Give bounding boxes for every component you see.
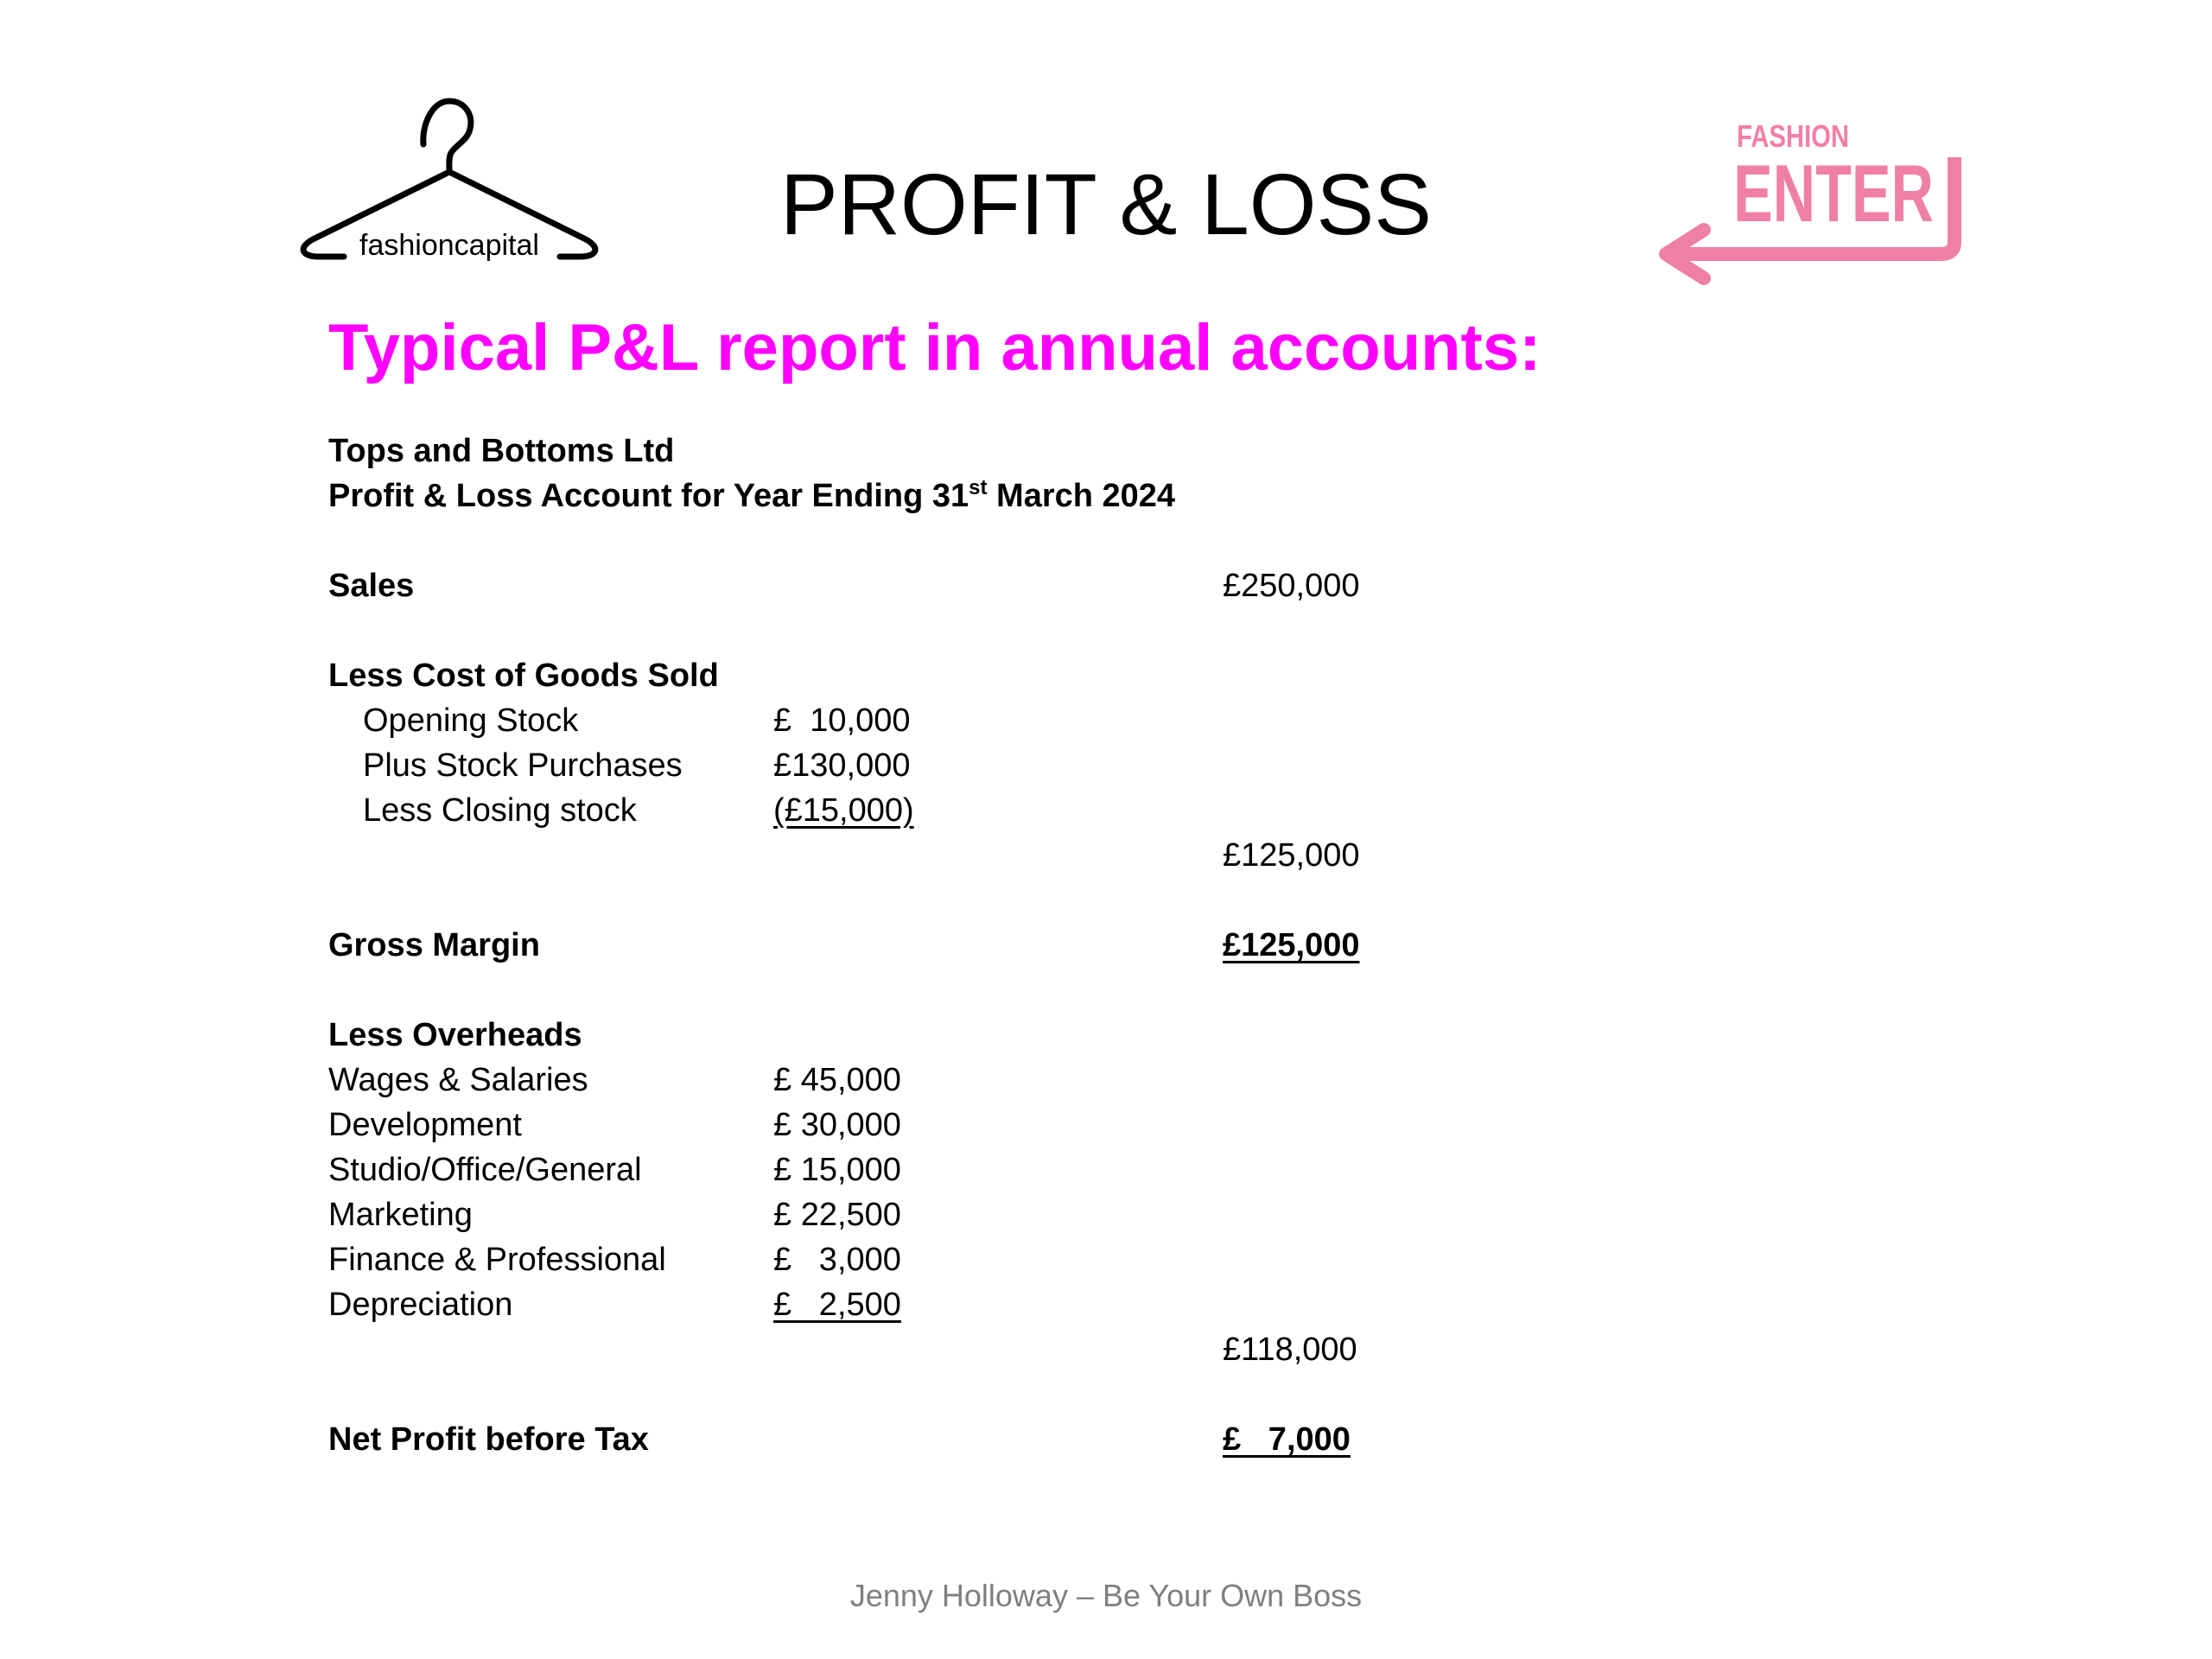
table-row xyxy=(328,788,1452,833)
line-item-label: Marketing xyxy=(328,1197,473,1233)
overheads-total: £118,000 xyxy=(1223,1332,1357,1368)
line-item-label: Plus Stock Purchases xyxy=(363,747,683,784)
statement-period xyxy=(328,474,1175,518)
line-item-amount: (£15,000) xyxy=(773,792,914,829)
line-item-label: Opening Stock xyxy=(363,702,579,739)
table-row xyxy=(328,743,1452,788)
period-prefix: Profit & Loss Account for Year Ending 31 xyxy=(328,478,969,514)
slide-subtitle: Typical P&L report in annual accounts: xyxy=(328,311,1541,385)
line-item-label: Development xyxy=(328,1107,522,1143)
gross-margin-label: Gross Margin xyxy=(328,927,540,963)
sales-label: Sales xyxy=(328,568,415,604)
line-item-amount: £ 15,000 xyxy=(773,1152,901,1188)
line-item-amount: £ 30,000 xyxy=(773,1107,901,1143)
logo-right-main: ENTER xyxy=(1733,148,1934,238)
line-item-label: Wages & Salaries xyxy=(328,1062,588,1098)
cogs-heading: Less Cost of Goods Sold xyxy=(328,658,719,694)
net-profit-total: £ 7,000 xyxy=(1223,1421,1351,1458)
line-item-amount: £ 10,000 xyxy=(773,702,911,739)
page-title: PROFIT & LOSS xyxy=(780,156,1432,253)
line-item-amount: £ 2,500 xyxy=(773,1287,901,1323)
cogs-total: £125,000 xyxy=(1223,837,1360,874)
table-row xyxy=(328,698,1452,743)
period-suffix: March 2024 xyxy=(987,478,1176,514)
line-item-label: Less Closing stock xyxy=(363,792,637,829)
logo-right-top: FASHION xyxy=(1737,118,1849,154)
line-item-label: Finance & Professional xyxy=(328,1242,666,1278)
overheads-heading-row xyxy=(328,1013,1452,1058)
fashion-enter-logo xyxy=(1650,112,1979,285)
line-item-amount: £ 45,000 xyxy=(773,1062,901,1098)
table-row xyxy=(328,1282,1452,1327)
sales-total: £250,000 xyxy=(1223,568,1360,604)
line-item-amount: £ 3,000 xyxy=(773,1242,901,1278)
slide-footer: Jenny Holloway – Be Your Own Boss xyxy=(849,1578,1363,1613)
table-row xyxy=(328,1147,1452,1192)
cogs-total-row xyxy=(328,833,1452,878)
gross-margin-row xyxy=(328,923,1452,968)
cogs-heading-row xyxy=(328,653,1452,698)
sales-row xyxy=(328,563,1452,608)
line-item-amount: £130,000 xyxy=(773,747,911,784)
net-profit-row xyxy=(328,1417,1452,1462)
line-item-label: Studio/Office/General xyxy=(328,1152,642,1188)
company-name: Tops and Bottoms Ltd xyxy=(328,433,675,469)
table-row xyxy=(328,1058,1452,1103)
gross-margin-total: £125,000 xyxy=(1223,927,1360,963)
overheads-total-row xyxy=(328,1327,1452,1372)
line-item-amount: £ 22,500 xyxy=(773,1197,901,1233)
table-row xyxy=(328,1237,1452,1282)
overheads-heading: Less Overheads xyxy=(328,1017,582,1053)
table-row xyxy=(328,1192,1452,1237)
line-item-label: Depreciation xyxy=(328,1287,513,1323)
table-row xyxy=(328,1103,1452,1147)
fashion-enter-arrow-icon xyxy=(1650,112,1979,285)
period-superscript: st xyxy=(969,476,988,499)
logo-left-text: fashioncapital xyxy=(359,229,539,262)
net-profit-label: Net Profit before Tax xyxy=(328,1421,649,1458)
